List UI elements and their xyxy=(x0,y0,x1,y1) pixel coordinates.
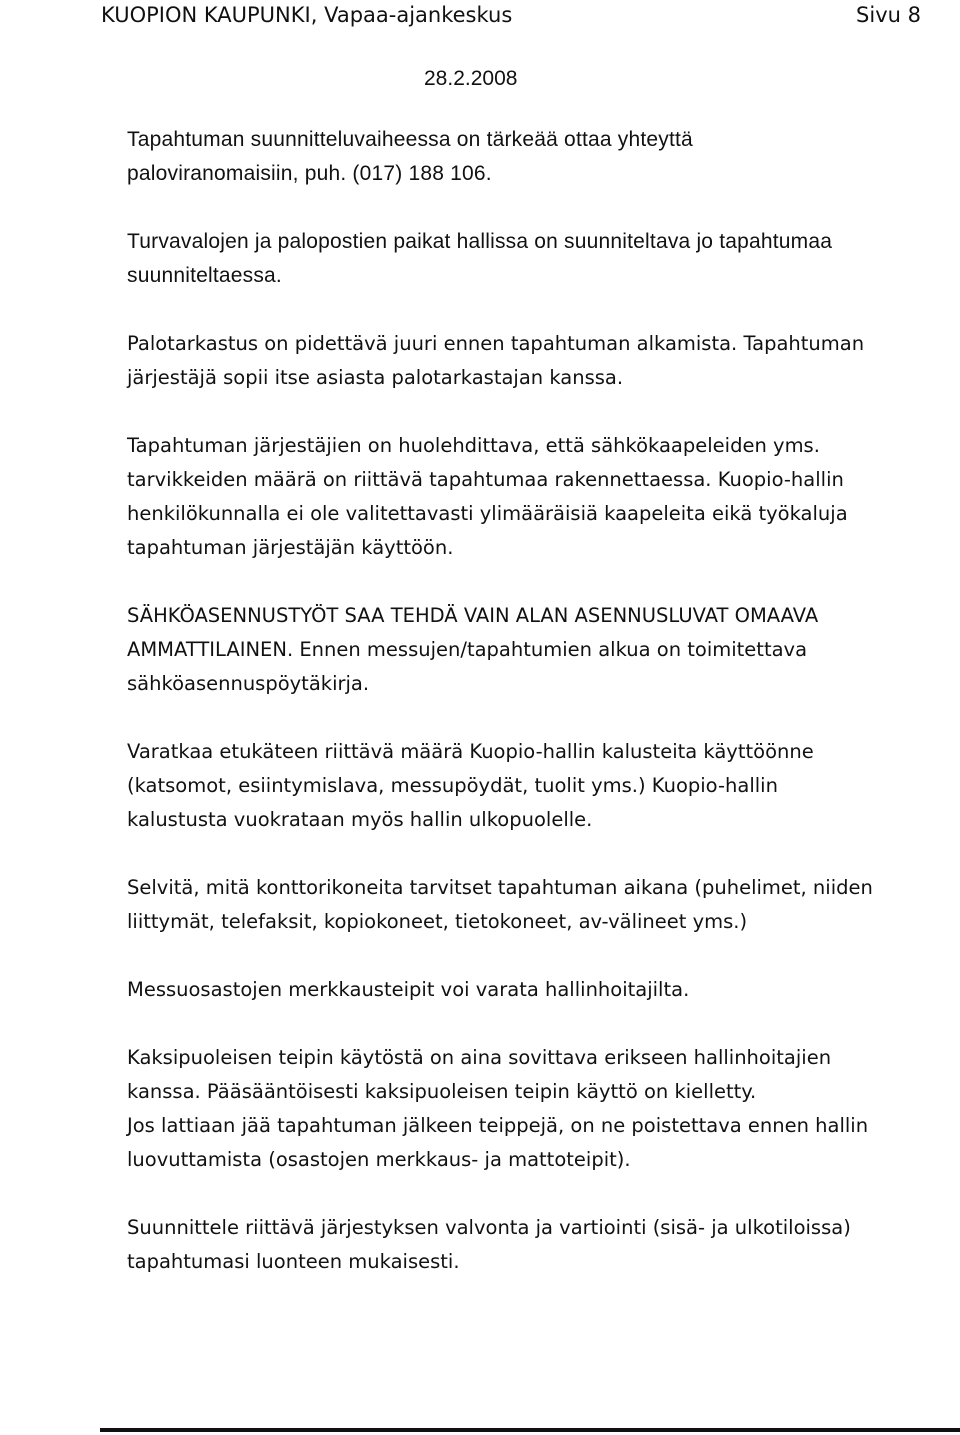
text-line: liittymät, telefaksit, kopiokoneet, tietokoneet, av-välineet yms.) xyxy=(127,910,748,933)
text-line: (katsomot, esiintymislava, messupöydät, tuolit yms.) Kuopio-hallin xyxy=(127,774,778,797)
page-number: Sivu 8 xyxy=(856,3,921,27)
department-name: Vapaa-ajankeskus xyxy=(324,3,513,27)
text-line: Suunnittele riittävä järjestyksen valvonta ja vartiointi (sisä- ja ulkotiloissa) xyxy=(127,1216,851,1239)
text-line: tapahtumasi luonteen mukaisesti. xyxy=(127,1250,460,1273)
text-line: SÄHKÖASENNUSTYÖT SAA TEHDÄ VAIN ALAN ASENNUSLUVAT OMAAVA xyxy=(127,604,819,627)
paragraph-cables xyxy=(127,429,947,565)
paragraph-double-sided-tape xyxy=(127,1041,947,1109)
text-line: järjestäjä sopii itse asiasta palotarkastajan kanssa. xyxy=(127,366,624,389)
text-line: luovuttamista (osastojen merkkaus- ja mattoteipit). xyxy=(127,1148,631,1171)
text-line: Jos lattiaan jää tapahtuman jälkeen teippejä, on ne poistettava ennen hallin xyxy=(127,1114,869,1137)
paragraph-office-machines xyxy=(127,871,947,939)
paragraph-electrical-work xyxy=(127,599,947,701)
paragraph-security xyxy=(127,1211,947,1279)
document-date: 28.2.2008 xyxy=(424,67,518,90)
text-line: AMMATTILAINEN. Ennen messujen/tapahtumien alkua on toimitettava xyxy=(127,638,808,661)
page-header xyxy=(101,0,921,30)
text-line: kalustusta vuokrataan myös hallin ulkopuolelle. xyxy=(127,808,593,831)
text-line: Tapahtuman suunnitteluvaiheessa on tärkeää ottaa yhteyttä xyxy=(127,128,693,151)
document-body xyxy=(127,123,947,1313)
paragraph-fire-authority xyxy=(127,123,947,191)
text-line: kanssa. Pääsääntöisesti kaksipuoleisen teipin käyttö on kielletty. xyxy=(127,1080,757,1103)
text-line: Palotarkastus on pidettävä juuri ennen tapahtuman alkamista. Tapahtuman xyxy=(127,332,865,355)
footer-rule xyxy=(100,1428,960,1432)
text-line: tapahtuman järjestäjän käyttöön. xyxy=(127,536,454,559)
text-line: Kaksipuoleisen teipin käytöstä on aina sovittava erikseen hallinhoitajien xyxy=(127,1046,832,1069)
text-line: Turvavalojen ja palopostien paikat hallissa on suunniteltava jo tapahtumaa xyxy=(127,230,833,253)
paragraph-emergency-lights xyxy=(127,225,947,293)
text-line: Selvitä, mitä konttorikoneita tarvitset tapahtuman aikana (puhelimet, niiden xyxy=(127,876,873,899)
text-line: paloviranomaisiin, puh. (017) 188 106. xyxy=(127,162,492,185)
organization-name: KUOPION KAUPUNKI, xyxy=(101,3,318,27)
text-line: Tapahtuman järjestäjien on huolehdittava, että sähkökaapeleiden yms. xyxy=(127,434,820,457)
text-line: suunniteltaessa. xyxy=(127,264,282,287)
paragraph-fire-inspection xyxy=(127,327,947,395)
paragraph-furniture xyxy=(127,735,947,837)
text-line: henkilökunnalla ei ole valitettavasti ylimääräisiä kaapeleita eikä työkaluja xyxy=(127,502,848,525)
text-line: Varatkaa etukäteen riittävä määrä Kuopio-hallin kalusteita käyttöönne xyxy=(127,740,814,763)
text-line: tarvikkeiden määrä on riittävä tapahtumaa rakennettaessa. Kuopio-hallin xyxy=(127,468,844,491)
paragraph-tape-removal xyxy=(127,1109,947,1177)
text-line: Messuosastojen merkkausteipit voi varata hallinhoitajilta. xyxy=(127,978,690,1001)
text-line: sähköasennuspöytäkirja. xyxy=(127,672,370,695)
paragraph-marking-tapes xyxy=(127,973,947,1007)
